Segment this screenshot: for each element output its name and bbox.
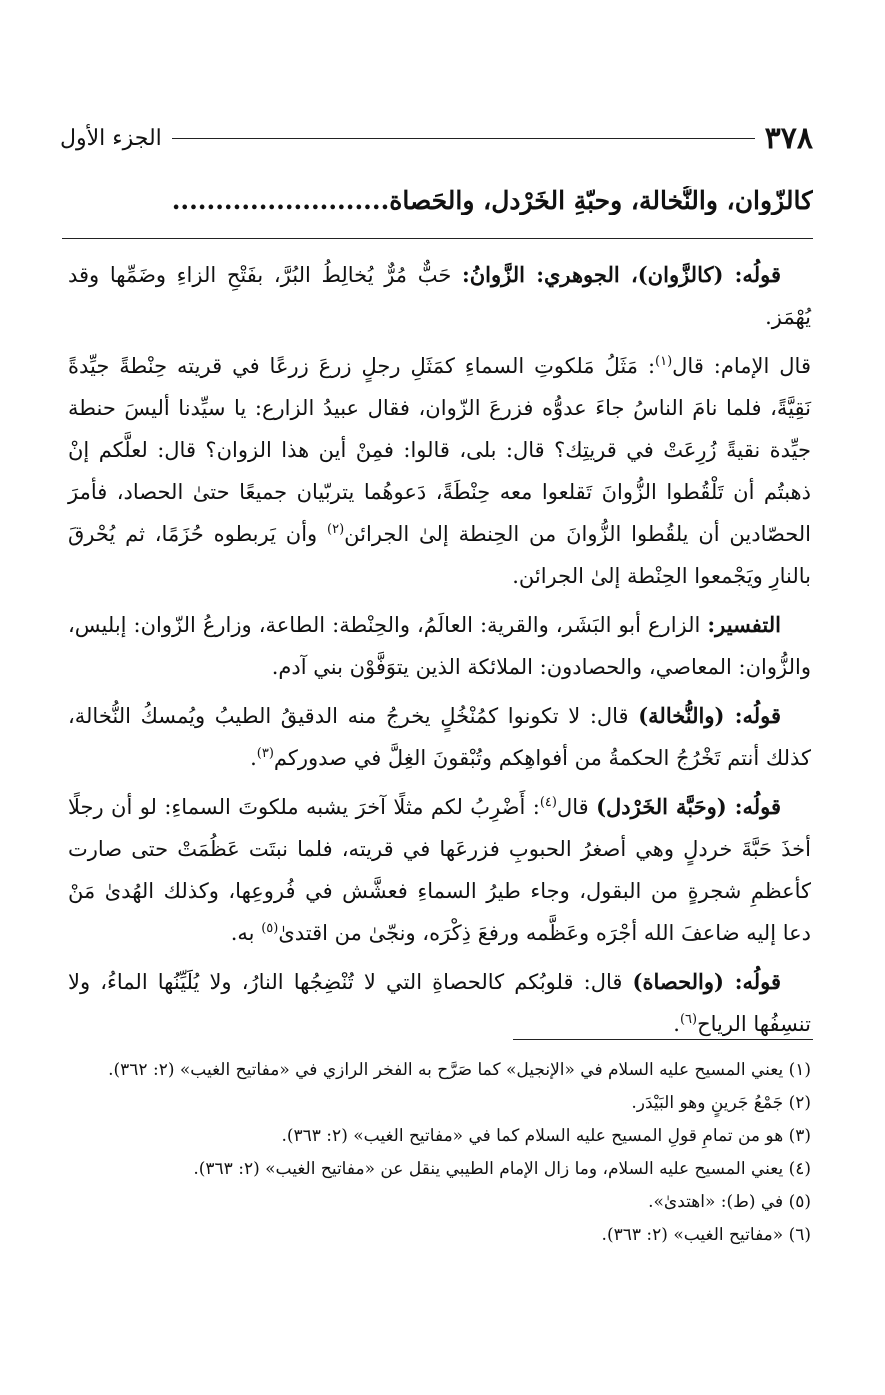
footnote-ref-1[interactable]: (١) — [655, 354, 673, 369]
paragraph-nukhala: قولُه: (والنُّخالة) قال: لا تكونوا كمُنْخُلٍ يخرجُ منه الدقيقُ الطيبُ ويُمسكُ النُّخالة، كذلك أنتم تَخْرُجُ الحكمةُ من أفواهِكم وتُبْقونَ الغِلَّ في صدوركم$^{(٣)}$. — [68, 703, 811, 770]
page-number: ٣٧٨ — [764, 120, 813, 156]
footnote-ref-5[interactable]: (٥) — [261, 921, 279, 936]
section-heading: كالزّوان، والنُّخالة، وحبّةِ الخَرْدل، والحَصاة......................... — [171, 186, 813, 215]
paragraph-hasat: قولُه: (والحصاة) قال: قلوبُكم كالحصاةِ التي لا تُنْضِجُها النارُ، ولا يُلَيِّنُها الماءُ، ولا تنسِفُها الرياح$^{(٦)}$. — [68, 969, 811, 1036]
footnote-3: (٣) هو من تمامِ قولِ المسيح عليه السلام كما في «مفاتيح الغيب» (٢: ٣٦٣). — [281, 1126, 811, 1146]
footnote-separator — [513, 1039, 813, 1040]
paragraph-khardal: قولُه: (وحَبَّة الخَرْدل) قال$^{(٤)}$: أَضْرِبُ لكم مثلًا آخرَ يشبه ملكوتَ السماءِ: لو أن رجلًا أخذَ حَبَّةَ خردلٍ وهي أصغرُ الحبوبِ فزرعَها في قريته، فلما نبتَت عَظُمَتْ حتى صارت كأعظمِ شجرةٍ من البقول، وجاء طيرُ السماءِ فعشَّش في فُروعِها، وكذلك الهُدىٰ مَنْ دعا إليه ضاعفَ الله أجْرَه وعَظَّمه ورفعَ ذِكْرَه، ونجّىٰ من اقتدىٰ$^{(٥)}$ به. — [68, 794, 811, 945]
running-title: الجزء الأول — [60, 125, 162, 151]
footnote-ref-2[interactable]: (٢) — [327, 522, 345, 537]
footnote-ref-4[interactable]: (٤) — [539, 795, 557, 810]
paragraph-parable-zawan: قال الإمام: قال$^{(١)}$: مَثَلُ مَلكوتِ السماءِ كمَثَلِ رجلٍ زرعَ زرعًا في قريته حِنْطةً جيِّدةً نَقِيَّةً، فلما نامَ الناسُ جاءَ عدوُّه فزرعَ الزّوان، فقال عبيدُ الزارع: يا سيِّدنا أليسَ حنطة جيِّدة نقيةً زُرِعَتْ في قريتِك؟ قال: بلى، قالوا: فمِنْ أين هذا الزوان؟ قال: لعلَّكم إنْ ذهبتُم أن تَلْقُطوا الزُّوانَ تَقلعوا معه حِنْطَةً، دَعوهُما يتربّيان جميعًا حتىٰ الحصاد، فأمرَ الحصّادين أن يلقُطوا الزُّوانَ من الحِنطة إلىٰ الجرائن$^{(٢)}$ وأن يَربطوه حُزَمًا، ثم يُحْرقَ بالنارِ ويَجْمعوا الحِنْطة إلىٰ الجرائن. — [68, 354, 811, 588]
footnote-ref-6[interactable]: (٦) — [679, 1012, 698, 1027]
footnote-2: (٢) جَمْعُ جَرينٍ وهو البَيْدَر. — [631, 1093, 811, 1113]
footnote-6: (٦) «مفاتيح الغيب» (٢: ٣٦٣). — [601, 1225, 811, 1245]
footnotes — [68, 1054, 811, 1252]
footnote-4: (٤) يعني المسيح عليه السلام، وما زال الإمام الطيبي ينقل عن «مفاتيح الغيب» (٢: ٣٦٣). — [193, 1159, 811, 1179]
paragraph-tafsir: التفسير: الزارع أبو البَشَر، والقرية: العالَمُ، والحِنْطة: الطاعة، وزارعُ الزّوان: إبليس، والزُّوان: المعاصي، والحصادون: الملائكة الذين يتوَفَّوْن بني آدم. — [68, 612, 811, 679]
paragraph-zawan-def: قولُه: (كالزَّوان)، الجوهري: الزَّوانُ: حَبٌّ مُرٌّ يُخالِطُ البُرَّ، بفَتْحِ الزاءِ وضَمِّها وقد يُهْمَز. — [68, 262, 811, 329]
footnote-ref-3[interactable]: (٣) — [256, 746, 274, 761]
page-header — [60, 118, 813, 158]
footnote-5: (٥) في (ط): «اهتدىٰ». — [648, 1192, 811, 1212]
footnote-1: (١) يعني المسيح عليه السلام في «الإنجيل» كما صَرَّح به الفخر الرازي في «مفاتيح الغيب» (٢: ٣٦٢). — [108, 1060, 811, 1080]
main-text — [68, 254, 811, 1052]
heading-rule — [62, 238, 813, 239]
header-rule — [172, 138, 755, 139]
